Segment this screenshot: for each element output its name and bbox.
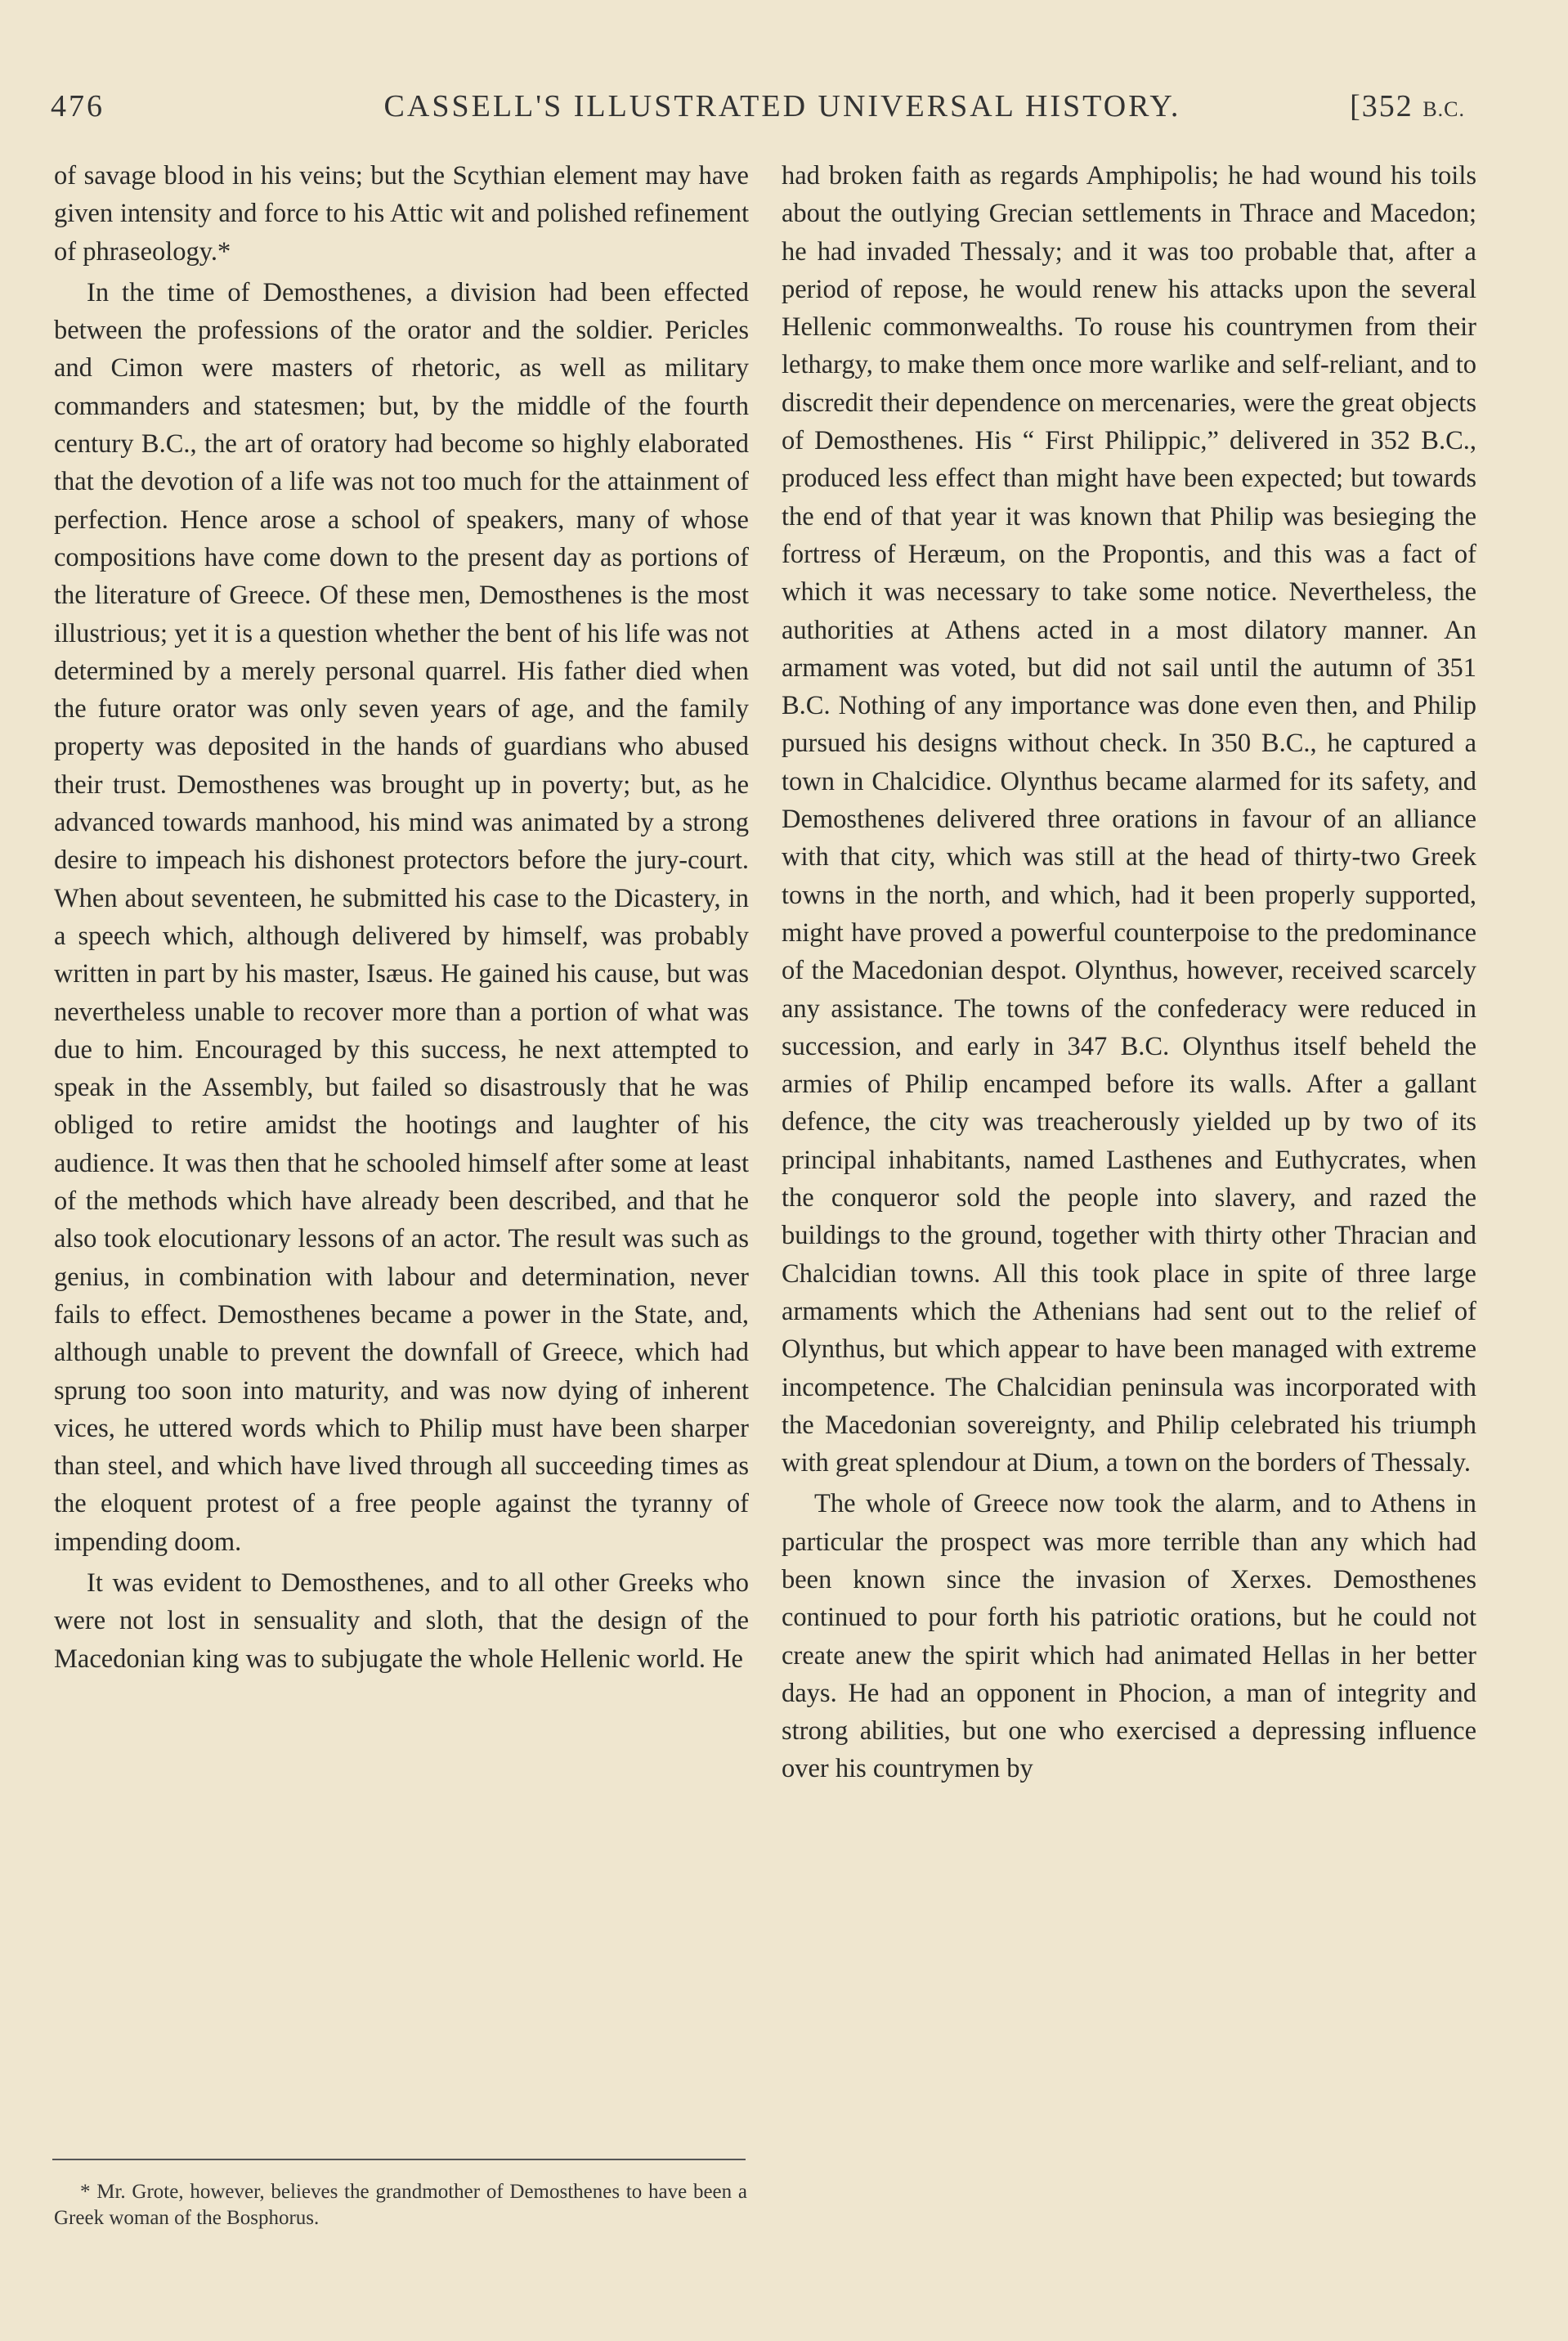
- right-paragraph-2: The whole of Greece now took the alarm, and to Athens in particular the prospect was more terrible than any which had been known since the invasion of Xerxes. Demosthenes continued to pour forth his patriotic orations, but he could not create anew the spirit which had animated Hellas in her better days. He had an opponent in Phocion, a man of integrity and strong abilities, but one who exercised a depressing influence over his countrymen by: [782, 1489, 1476, 1784]
- right-paragraph-1: had broken faith as regards Amphipolis; he had wound his toils about the outlying Grecian settlements in Thrace and Macedon; he had invaded Thessaly; and it was too probable that, after a period of repose, he would renew his attacks upon the several Hellenic commonwealths. To rouse his countrymen from their lethargy, to make them once more warlike and self-reliant, and to discredit their dependence on mercenaries, were the great objects of Demosthenes. His “ First Philippic,” delivered in 352 B.C., produced less effect than might have been expected; but towards the end of that year it was known that Philip was besieging the fortress of Heræum, on the Propontis, and this was a fact of which it was necessary to take some notice. Nevertheless, the authorities at Athens acted in a most dilatory manner. An armament was voted, but did not sail until the autumn of 351 B.C. Nothing of any importance was done even then, and Philip pursued his designs without check. In 350 B.C., he captured a town in Chalcidice. Olynthus became alarmed for its safety, and Demosthenes delivered three orations in favour of an alliance with that city, which was still at the head of thirty-two Greek towns in the north, and which, had it been properly supported, might have proved a powerful counterpoise to the predominance of the Macedonian despot. Olynthus, however, received scarcely any assistance. The towns of the confederacy were reduced in succession, and early in 347 B.C. Olynthus itself beheld the armies of Philip encamped before its walls. After a gallant defence, the city was treacherously yielded up by two of its principal inhabitants, named Lasthenes and Euthycrates, when the conqueror sold the people into slavery, and razed the buildings to the ground, together with thirty other Thracian and Chalcidian towns. All this took place in spite of three large armaments which the Athenians had sent out to the relief of Olynthus, but which appear to have been managed with extreme incompetence. The Chalcidian peninsula was incorporated with the Macedonian sovereignty, and Philip celebrated his triumph with great splendour at Dium, a town on the borders of Thessaly.: [782, 161, 1476, 1478]
- page-number: 476: [51, 89, 105, 123]
- left-column: [54, 157, 749, 2283]
- left-paragraph-1: of savage blood in his veins; but the Scythian element may have given intensity and force to his Attic wit and polished refinement of phraseology.*: [54, 161, 749, 267]
- left-paragraph-2: In the time of Demosthenes, a division had been effected between the professions of the orator and the soldier. Pericles and Cimon were masters of rhetoric, as well as military commanders and statesmen; but, by the middle of the fourth century B.C., the art of oratory had become so highly elaborated that the devotion of a life was not too much for the attainment of perfection. Hence arose a school of speakers, many of whose compositions have come down to the present day as portions of the literature of Greece. Of these men, Demosthenes is the most illustrious; yet it is a question whether the bent of his life was not determined by a merely personal quarrel. His father died when the future orator was only seven years of age, and the family property was deposited in the hands of guardians who abused their trust. Demosthenes was brought up in poverty; but, as he advanced towards manhood, his mind was animated by a strong desire to impeach his dishonest protectors before the jury-court. When about seventeen, he submitted his case to the Dicastery, in a speech which, although delivered by himself, was probably written in part by his master, Isæus. He gained his cause, but was nevertheless unable to recover more than a portion of what was due to him. Encouraged by this success, he next attempted to speak in the Assembly, but failed so disastrously that he was obliged to retire amidst the hootings and laughter of his audience. It was then that he schooled himself after some at least of the methods which have already been described, and that he also took elocutionary lessons of an actor. The result was such as genius, in combination with labour and determination, never fails to effect. Demosthenes became a power in the State, and, although unable to prevent the downfall of Greece, which had sprung too soon into maturity, and was now dying of inherent vices, he uttered words which to Philip must have been sharper than steel, and which have lived through all succeeding times as the eloquent protest of a free people against the tyranny of impending doom.: [54, 277, 749, 1557]
- date-marker: [1350, 88, 1465, 124]
- footnote: * Mr. Grote, however, believes the grandmother of Demosthenes to have been a Greek woman of the Bosphorus.: [54, 2181, 747, 2229]
- right-column: [782, 157, 1476, 2283]
- footnote-divider: [52, 2159, 746, 2160]
- date-prefix: [352: [1350, 89, 1413, 123]
- date-era: B.C.: [1422, 97, 1465, 121]
- running-title: CASSELL'S ILLUSTRATED UNIVERSAL HISTORY.: [383, 89, 1181, 123]
- page-header: [51, 82, 1465, 131]
- left-paragraph-3: It was evident to Demosthenes, and to all other Greeks who were not lost in sensuality and sloth, that the design of the Macedonian king was to subjugate the whole Hellenic world. He: [54, 1567, 749, 1674]
